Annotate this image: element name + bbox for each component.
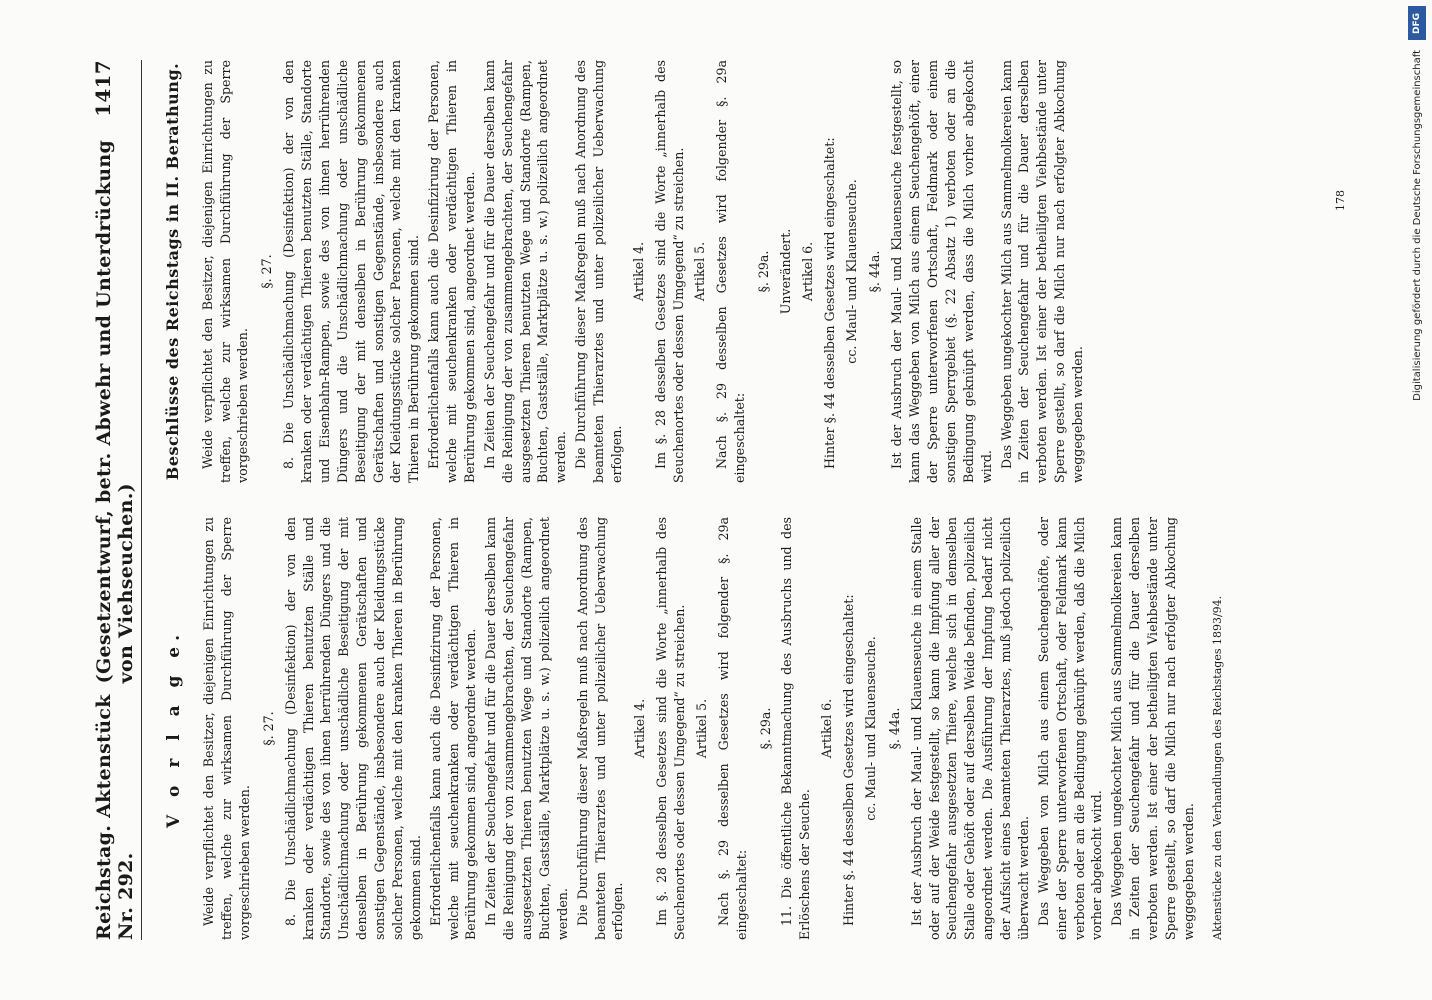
left-article-heading: Artikel 5.	[693, 698, 709, 759]
right-section-heading: §. 29a.	[756, 250, 772, 293]
left-footnote: Aktenstücke zu den Verhandlungen des Reichstages 1893/94.	[1210, 595, 1224, 940]
left-column-vorlage	[156, 517, 1225, 940]
right-para: Das Weggeben ungekochter Milch aus Sammelmolkereien kann in Zeiten der Seuchengefahr und für die Dauer derselben verboten werden. Ist einer der betheiligten Viehbestände unter Sperre gestellt, so darf die Milch nur nach erfolgter Abkochung weggegeben werden.	[998, 60, 1086, 483]
left-article-heading: Artikel 6.	[819, 698, 835, 759]
left-subheading: cc. Maul- und Klauenseuche.	[862, 636, 878, 821]
right-section-heading: §. 44a.	[867, 250, 883, 293]
right-para: Die Durchführung dieser Maßregeln muß nach Anordnung des beamteten Thierarztes und unter polizeilicher Ueberwachung erfolgen.	[573, 60, 624, 483]
rotated-document-page	[51, 30, 1381, 970]
digitization-credit: Digitalisierung gefördert durch die Deutsche Forschungsgemeinschaft	[1411, 50, 1423, 401]
left-para: In Zeiten der Seuchengefahr und für die Dauer derselben kann die Reinigung der von zusammengebrachten, der Seuchengefahr ausgesetzten Thieren benutzten Wege und Standorte (Rampen, Buchten, Gastställe, Marktplätze u. s. w.) polizeilich angeordnet werden.	[483, 517, 570, 940]
right-column-beschluesse	[156, 60, 1225, 483]
right-article-heading: Artikel 4.	[630, 241, 646, 302]
left-para: 11. Die öffentliche Bekanntmachung des Ausbruchs und des Erlöschens der Seuche.	[779, 517, 813, 940]
left-para: Ist der Ausbruch der Maul- und Klauenseuche in einem Stalle oder auf der Weide festgestellt, so kann die Impfung aller der Seuchengefahr ausgesetzten Thiere, welche sich in demselben Stalle oder Gehöft oder auf derselben Weide befinden, polizeilich angeordnet werden. Die Ausführung der Impfung bedarf nicht der Aufsicht eines beamteten Thierarztes, muß jedoch polizeilich überwacht werden.	[908, 517, 1031, 940]
right-para: Weide verpflichtet den Besitzer, diejenigen Einrichtungen zu treffen, welche zur wirksamen Durchführung der Sperre vorgeschrieben werden.	[199, 60, 251, 483]
right-para: Erforderlichenfalls kann auch die Desinfizirung der Personen, welche mit seuchenkranken oder verdächtigen Thieren in Berührung gekommen sind, angeordnet werden.	[426, 60, 477, 483]
page-footer-number: 178	[1334, 190, 1347, 211]
dfg-logo-icon: DFG	[1408, 6, 1426, 40]
left-para: Das Weggeben von Milch aus einem Seuchengehöfte, oder einer der Sperre unterworfenen Ortschaft, oder Feldmark kann verboten oder an die Bedingung geknüpft werden, daß die Milch vorher abgekocht wird.	[1035, 517, 1105, 940]
right-para: In Zeiten der Seuchengefahr und für die Dauer derselben kann die Reinigung der von zusammengebrachten, der Seuchengefahr ausgesetzten Thieren benutzten Wege und Standorte (Rampen, Buchten, Gastställe, Marktplätze u. s. w.) polizeilich angeordnet werden.	[481, 60, 569, 483]
left-para: Erforderlichenfalls kann auch die Desinfizirung der Personen, welche mit seuchenkranken oder verdächtigen Thieren in Berührung gekommen sind, angeordnet werden.	[427, 517, 479, 940]
left-para: Nach §. 29 desselben Gesetzes wird folgender §. 29a eingeschaltet:	[715, 517, 749, 940]
left-column-title: V o r l a g e.	[164, 628, 184, 829]
header-page-number: 1417	[91, 60, 115, 117]
right-para: Im §. 28 desselben Gesetzes sind die Worte „innerhalb des Seuchenortes oder dessen Umgegend“ zu streichen.	[652, 60, 686, 483]
left-para: Hinter §. 44 desselben Gesetzes wird eingeschaltet:	[841, 594, 856, 926]
right-para: Ist der Ausbruch der Maul- und Klauenseuche festgestellt, so kann das Weggeben von Milch aus einem Seuchengehöft, einer der Sperre unterworfenen Ortschaft, Feldmark oder einem sonstigen Sperrgebiet (§. 22 Absatz 1) verboten oder an die Bedingung geknüpft werden, dass die Milch vorher abgekocht wird.	[889, 60, 994, 483]
right-para: Hinter §. 44 desselben Gesetzes wird eingeschaltet:	[821, 137, 837, 469]
left-para: 8. Die Unschädlichmachung (Desinfektion) der von den kranken oder verdächtigen Thieren benutzten Ställe und Standorte, sowie des von ihnen herrührenden Düngers und die Unschädlichmachung oder unschädliche Beseitigung der mit denselben in Berührung gekommenen Gerätschaften und sonstigen Gegenstände, insbesondere auch der Kleidungsstücke solcher Personen, welche mit den kranken Thieren in Berührung gekommen sind.	[282, 517, 423, 940]
left-section-heading: §. 29a.	[757, 707, 773, 750]
right-article-heading: Artikel 6.	[799, 241, 815, 302]
right-article-heading: Artikel 5.	[692, 241, 708, 302]
right-para: Nach §. 29 desselben Gesetzes wird folgender §. 29a eingeschaltet:	[714, 60, 748, 483]
left-para: Weide verpflichtet den Besitzer, diejenigen Einrichtungen zu treffen, welche zur wirksamen Durchführung der Sperre vorgeschrieben werden.	[201, 517, 252, 940]
left-section-heading: §. 27.	[260, 711, 276, 746]
left-para: Die Durchführung dieser Maßregeln muß nach Anordnung des beamteten Thierarztes und unter polizeilicher Ueberwachung erfolgen.	[574, 517, 626, 940]
header-middle: (Gesetzentwurf, betr. Abwehr und Unterdrückung von Viehseuchen.)	[93, 139, 137, 684]
left-article-heading: Artikel 4.	[632, 698, 648, 759]
page-header	[91, 60, 142, 940]
header-left: Reichstag. Aktenstück Nr. 292.	[93, 694, 137, 940]
right-unchanged-note: Unverändert.	[777, 228, 793, 315]
right-column-title: Beschlüsse des Reichstags in II. Berathung.	[163, 62, 182, 481]
left-section-heading: §. 44a.	[886, 707, 902, 750]
digitization-sidebar	[1404, 0, 1430, 1000]
right-para: 8. Die Unschädlichmachung (Desinfektion) der von den kranken oder verdächtigen Thieren benutzten Ställe, Standorte und Eisenbahn-Rampen, sowie des von ihnen herrührenden Düngers und die Unschädlichmachung oder unschädliche Beseitigung der mit denselben in Berührung gekommenen Gerätschaften und sonstigen Gegenstände, insbesondere auch der Kleidungsstücke solcher Personen, welche mit den kranken Thieren in Berührung gekommen sind.	[281, 60, 422, 483]
right-subheading: cc. Maul- und Klauenseuche.	[843, 179, 859, 364]
left-para: Das Weggeben ungekochter Milch aus Sammelmolkereien kann in Zeiten der Seuchengefahr und für die Dauer derselben verboten werden. Ist einer der betheiligten Viehbestände unter Sperre gestellt, so darf die Milch nur nach erfolgter Abkochung weggegeben werden.	[1109, 517, 1196, 940]
right-section-heading: §. 27.	[259, 254, 275, 289]
left-para: Im §. 28 desselben Gesetzes sind die Worte „innerhalb des Seuchenortes oder dessen Umgegend“ zu streichen.	[654, 517, 687, 940]
